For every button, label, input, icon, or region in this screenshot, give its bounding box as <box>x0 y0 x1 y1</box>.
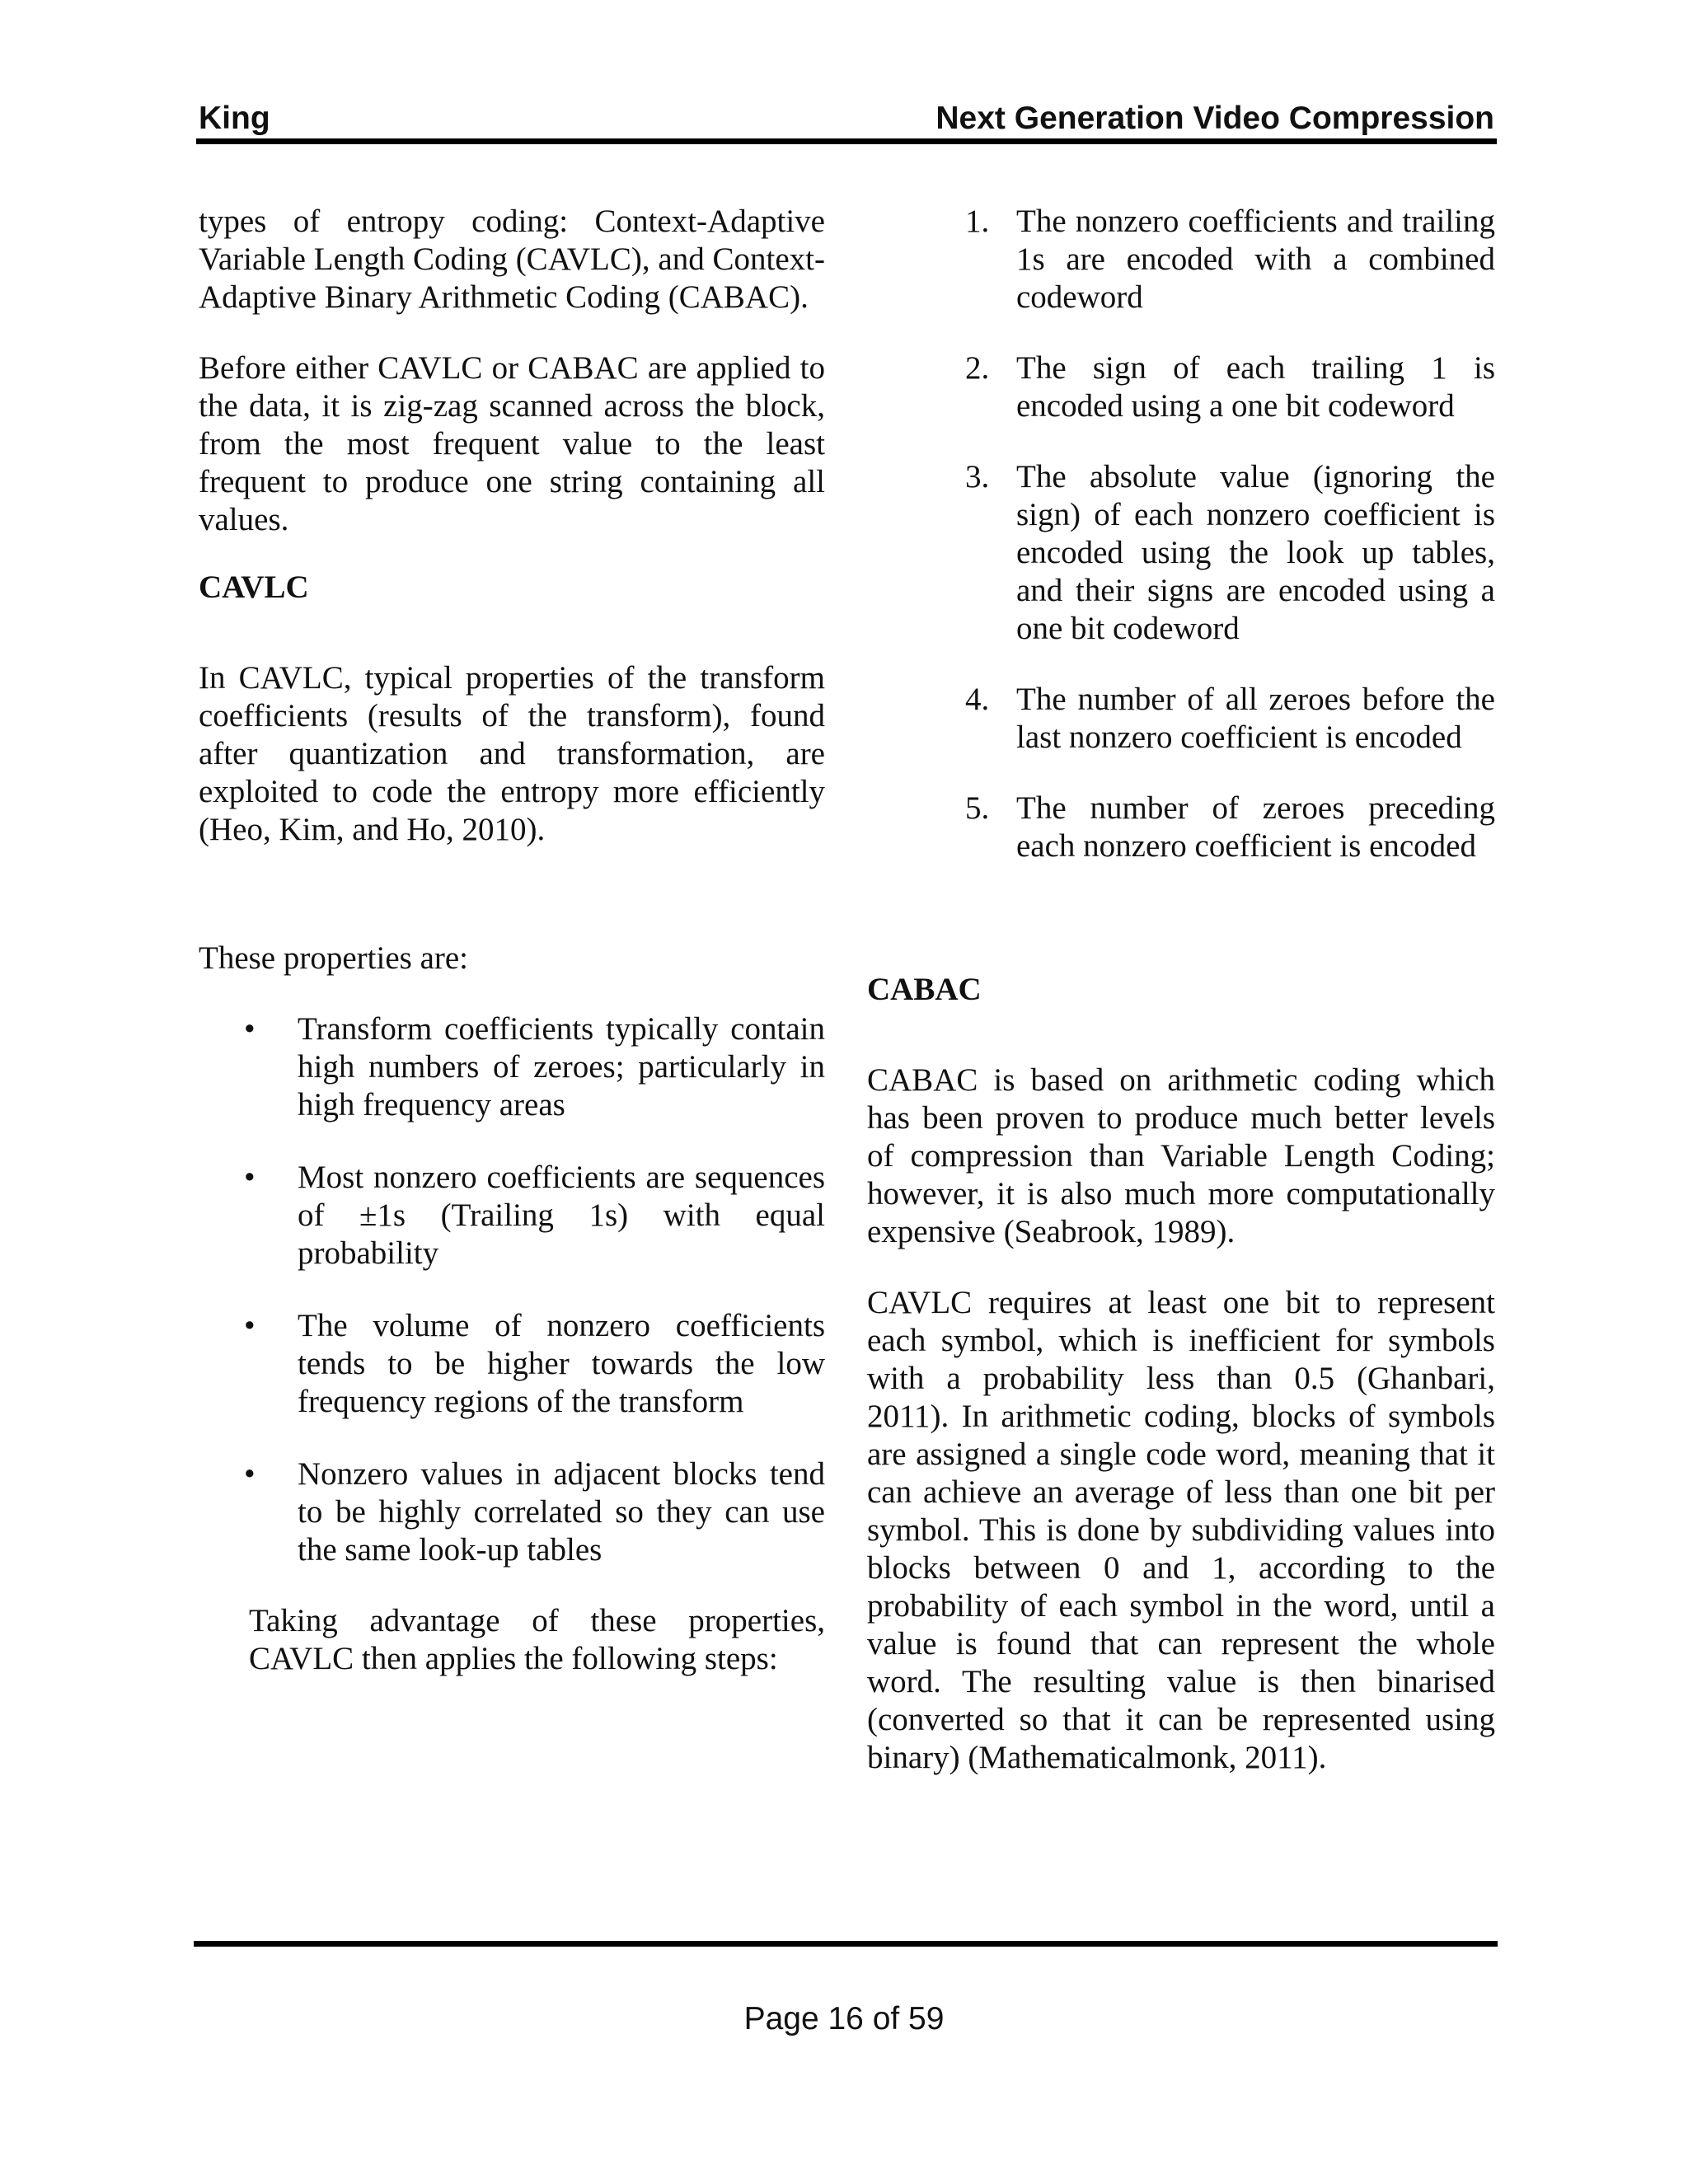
footer-rule <box>194 1941 1498 1947</box>
cabac-paragraph-2: CAVLC requires at least one bit to represent each symbol, which is inefficient for symbols with a probability less than 0.5 (Ghanbari, 2011). In arithmetic coding, blocks of symbols are assigned a single code word, meaning that it can achieve an average of less than one bit per symbol. This is done by subdividing values into blocks between 0 and 1, according to the probability of each symbol in the word, until a value is found that can represent the whole word. The resulting value is then binarised (converted so that it can be represented using binary) (Mathematicalmonk, 2011). <box>867 1285 1495 1775</box>
header-rule <box>196 138 1497 144</box>
header-author: King <box>199 101 270 136</box>
list-item <box>867 349 1495 425</box>
list-item-text: Most nonzero coefficients are sequences of ±1s (Trailing 1s) with equal probability <box>298 1160 825 1271</box>
cabac-heading: CABAC <box>867 972 982 1007</box>
list-item-text: Transform coefficients typically contain high numbers of zeroes; particularly in high frequency areas <box>298 1011 825 1122</box>
step-number: 3. <box>965 459 990 494</box>
step-text: The number of all zeroes before the last nonzero coefficient is encoded <box>1016 682 1495 755</box>
cavlc-heading: CAVLC <box>199 569 309 605</box>
bullet-icon: • <box>244 1160 256 1195</box>
cabac-paragraph-1: CABAC is based on arithmetic coding which has been proven to produce much better levels of compression than Variable Length Coding; however, it is also much more computationally expensive (Seabrook, 1989). <box>867 1062 1495 1249</box>
list-item <box>199 1307 825 1421</box>
list-item <box>867 458 1495 648</box>
step-number: 4. <box>965 682 990 717</box>
step-text: The sign of each trailing 1 is encoded using a one bit codeword <box>1016 350 1495 424</box>
properties-list <box>199 1010 825 1569</box>
list-item <box>199 1159 825 1272</box>
steps-intro: Taking advantage of these properties, CAVLC then applies the following steps: <box>249 1603 825 1676</box>
list-item <box>867 203 1495 316</box>
step-text: The nonzero coefficients and trailing 1s are encoded with a combined codeword <box>1016 204 1495 315</box>
list-item-text: The volume of nonzero coefficients tends to be higher towards the low frequency regions of the transform <box>298 1308 825 1419</box>
cavlc-paragraph: In CAVLC, typical properties of the transform coefficients (results of the transform), found after quantization and transformation, are exploited to code the entropy more efficiently (Heo, Kim, and Ho, 2010). <box>199 660 825 847</box>
page-header <box>199 99 1494 142</box>
step-number: 5. <box>965 790 990 826</box>
zigzag-paragraph: Before either CAVLC or CABAC are applied to the data, it is zig-zag scanned across the block, from the most frequent value to the least frequent to produce one string containing all values. <box>199 350 825 537</box>
step-text: The absolute value (ignoring the sign) of each nonzero coefficient is encoded using the look up tables, and their signs are encoded using a one bit codeword <box>1016 459 1495 646</box>
intro-paragraph: types of entropy coding: Context-Adaptive Variable Length Coding (CAVLC), and Context-Adaptive Binary Arithmetic Coding (CABAC). <box>199 204 825 315</box>
list-item <box>199 1010 825 1124</box>
page-number: Page 16 of 59 <box>743 2001 945 2036</box>
list-item <box>199 1455 825 1569</box>
bullet-icon: • <box>244 1456 256 1492</box>
left-column <box>199 203 825 1678</box>
bullet-icon: • <box>244 1011 256 1047</box>
header-title: Next Generation Video Compression <box>935 101 1494 136</box>
list-item <box>867 790 1495 865</box>
right-column <box>867 203 1495 1777</box>
properties-intro: These properties are: <box>199 940 469 976</box>
list-item <box>867 681 1495 757</box>
bullet-icon: • <box>244 1308 256 1343</box>
step-number: 2. <box>965 350 990 386</box>
step-number: 1. <box>965 204 990 239</box>
list-item-text: Nonzero values in adjacent blocks tend to be highly correlated so they can use the same look-up tables <box>298 1456 825 1568</box>
step-text: The number of zeroes preceding each nonzero coefficient is encoded <box>1016 790 1495 864</box>
steps-list <box>867 203 1495 865</box>
